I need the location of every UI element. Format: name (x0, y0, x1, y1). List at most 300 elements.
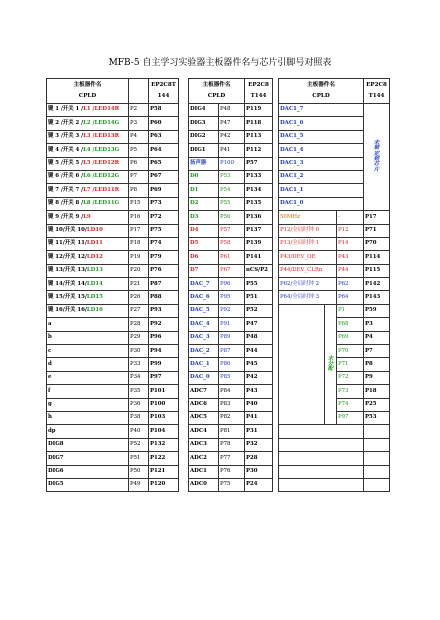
cpld-pin: P57 (219, 224, 245, 237)
table-row (47, 371, 179, 384)
table-row (189, 211, 273, 224)
cpld-pin: P89 (219, 331, 245, 344)
table-row (47, 291, 179, 304)
header-ep2c8: EP2C8T 144 (149, 79, 179, 104)
ep2c8-pin: P142 (364, 278, 390, 291)
device-name: 键 10/开关 10/LD10 (47, 224, 129, 237)
table-row (47, 318, 179, 331)
ep2c8-pin: P48 (245, 331, 273, 344)
cpld-pin: P92 (219, 304, 245, 317)
cpld-pin: P17 (129, 224, 149, 237)
table-row (189, 304, 273, 317)
device-name: ADC0 (189, 478, 219, 491)
device-name: 扬声器 (189, 157, 219, 170)
table-row (47, 251, 179, 264)
table-row (279, 264, 390, 277)
device-name: DAC_4 (189, 318, 219, 331)
table-row (189, 478, 273, 491)
cpld-pin: P81 (219, 425, 245, 438)
ep2c8-pin: P7 (364, 345, 390, 358)
device-name: DAC1_5 (279, 130, 364, 143)
cpld-pin: P51 (129, 452, 149, 465)
ep2c8-pin: P69 (149, 184, 179, 197)
table-row (189, 157, 273, 170)
table-row (189, 452, 273, 465)
led-label: L7 /LED11R (83, 186, 120, 193)
ep2c8-pin: P40 (245, 398, 273, 411)
cpld-pin: P72 (337, 371, 364, 384)
ep2c8-pin: P43 (245, 385, 273, 398)
device-name: P64/全局时钟 3 (279, 291, 337, 304)
device-name: 键 1 /开关 1 /L1 /LED14R (47, 104, 129, 117)
table-row (47, 264, 179, 277)
device-name: DAC1_2 (279, 170, 364, 183)
table-row (189, 411, 273, 424)
ep2c8-pin: P59 (364, 304, 390, 317)
table-row (47, 345, 179, 358)
device-name: f (47, 385, 129, 398)
table-row (189, 385, 273, 398)
cpld-pin: P27 (129, 304, 149, 317)
table-row (47, 130, 179, 143)
table-row (47, 478, 179, 491)
table-row (189, 224, 273, 237)
ep2c8-pin: P87 (149, 278, 179, 291)
table-row (47, 411, 179, 424)
device-name: 键 16/开关 16/LD16 (47, 304, 129, 317)
led-label: L3 /LED13R (83, 133, 120, 140)
ep2c8-pin: P41 (245, 411, 273, 424)
cpld-pin: P41 (219, 144, 245, 157)
cpld-pin: P36 (129, 398, 149, 411)
table-row (189, 358, 273, 371)
device-name: DIG4 (189, 104, 219, 117)
table-row (189, 398, 273, 411)
ep2c8-pin: P75 (149, 224, 179, 237)
cpld-pin: P96 (219, 278, 245, 291)
table-row (47, 465, 179, 478)
device-name: 键 15/开关 15/LD15 (47, 291, 129, 304)
ep2c8-pin: P122 (149, 452, 179, 465)
table-row (189, 184, 273, 197)
device-name: DAC1_0 (279, 197, 364, 210)
cpld-pin: P95 (219, 291, 245, 304)
cpld-pin: P8 (129, 184, 149, 197)
ep2c8-pin: P18 (364, 385, 390, 398)
cpld-pin: P50 (129, 465, 149, 478)
ep2c8-pin: P28 (245, 452, 273, 465)
ep2c8-pin: P99 (149, 358, 179, 371)
table-row (189, 117, 273, 130)
cpld-pin: P35 (129, 385, 149, 398)
ep2c8-pin: P42 (245, 371, 273, 384)
table-row (279, 211, 390, 224)
device-name: D1 (189, 184, 219, 197)
cpld-pin: P1 (337, 304, 364, 317)
device-name: DAC1_1 (279, 184, 364, 197)
cpld-pin: P55 (219, 197, 245, 210)
device-name: DIG6 (47, 465, 129, 478)
ep2c8-pin: P52 (245, 304, 273, 317)
cpld-pin: P85 (219, 371, 245, 384)
table-row (279, 425, 390, 438)
device-name: D0 (189, 170, 219, 183)
undefined-note: 未 锁 定 到 芯 片 (364, 104, 390, 211)
ep2c8-pin: P17 (364, 211, 390, 224)
device-name: DAC_0 (189, 371, 219, 384)
device-name: 键 14/开关 14/LD14 (47, 278, 129, 291)
ep2c8-pin: P32 (245, 438, 273, 451)
ep2c8-pin: P120 (149, 478, 179, 491)
led-label: L1 /LED14R (83, 106, 120, 113)
cpld-pin: P4 (129, 130, 149, 143)
ep2c8-pin: P115 (364, 264, 390, 277)
ep2c8-pin: P134 (245, 184, 273, 197)
cpld-pin: P12 (337, 224, 364, 237)
cpld-pin: P30 (129, 345, 149, 358)
empty-cell (279, 438, 364, 451)
table-row (47, 197, 179, 210)
led-label: LD12 (86, 253, 103, 260)
ep2c8-pin: P47 (245, 318, 273, 331)
table-row (189, 170, 273, 183)
empty-cell (279, 478, 364, 491)
ep2c8-pin: P137 (245, 224, 273, 237)
device-name: ADC5 (189, 411, 219, 424)
ep2c8-pin: P104 (149, 425, 179, 438)
cpld-pin: P33 (129, 358, 149, 371)
table-row (47, 331, 179, 344)
table-row (279, 104, 390, 117)
ep2c8-pin: P8 (364, 358, 390, 371)
ep2c8-pin: P24 (245, 478, 273, 491)
pin-table-right (278, 78, 390, 492)
header-ep2c8-2: EP2C8 T144 (245, 79, 273, 104)
device-name: g (47, 398, 129, 411)
cpld-pin: P77 (219, 452, 245, 465)
table-row (47, 170, 179, 183)
device-name: DAC_6 (189, 291, 219, 304)
device-name: DAC1_6 (279, 117, 364, 130)
ep2c8-pin: P101 (149, 385, 179, 398)
cpld-pin: P47 (219, 117, 245, 130)
table-row (279, 278, 390, 291)
cpld-pin: P20 (129, 264, 149, 277)
ep2c8-pin: P9 (364, 371, 390, 384)
cpld-pin: P61 (219, 251, 245, 264)
ep2c8-pin: P57 (245, 157, 273, 170)
device-name: DAC_2 (189, 345, 219, 358)
device-name: P13/全局时钟 1 (279, 237, 337, 250)
ep2c8-pin: P72 (149, 211, 179, 224)
ep2c8-pin: P143 (364, 291, 390, 304)
led-label: LD15 (86, 293, 103, 300)
device-name: DAC_5 (189, 304, 219, 317)
table-row (47, 157, 179, 170)
ep2c8-pin: P119 (245, 104, 273, 117)
device-name: DAC_7 (189, 278, 219, 291)
ep2c8-pin: P94 (149, 345, 179, 358)
cpld-pin: P76 (219, 465, 245, 478)
ep2c8-pin: nCS/P2 (245, 264, 273, 277)
cpld-pin: P58 (219, 237, 245, 250)
device-name: P44/DEV_CLRn (279, 264, 337, 277)
cpld-pin: P100 (219, 157, 245, 170)
device-name: DAC_3 (189, 331, 219, 344)
header-name: 主板器件名 CPLD (47, 79, 129, 104)
device-name: 键 3 /开关 3 /L3 /LED13R (47, 130, 129, 143)
ep2c8-pin: P30 (245, 465, 273, 478)
cpld-pin: P74 (337, 398, 364, 411)
device-name: 键 6 /开关 6 /L6 /LED12G (47, 170, 129, 183)
empty-cell (364, 478, 390, 491)
ep2c8-pin: P51 (245, 291, 273, 304)
table-row (47, 224, 179, 237)
ep2c8-pin: P67 (149, 170, 179, 183)
cpld-pin: P19 (129, 251, 149, 264)
device-name: 50MHz (279, 211, 337, 224)
ep2c8-pin: P70 (364, 237, 390, 250)
ep2c8-pin: P58 (149, 104, 179, 117)
cpld-pin: P62 (337, 278, 364, 291)
ep2c8-pin: P63 (149, 130, 179, 143)
device-name: P12/全局时钟 0 (279, 224, 337, 237)
cpld-pin: P56 (219, 211, 245, 224)
device-name: b (47, 331, 129, 344)
led-label: LD16 (86, 307, 103, 314)
table-row (47, 184, 179, 197)
device-name: 键 13/开关 13/LD13 (47, 264, 129, 277)
table-row (189, 237, 273, 250)
table-row (279, 438, 390, 451)
cpld-pin: P43 (337, 251, 364, 264)
ep2c8-pin: P3 (364, 318, 390, 331)
device-name: D5 (189, 237, 219, 250)
cpld-pin: P21 (129, 278, 149, 291)
cpld-pin: P3 (129, 117, 149, 130)
table-row (189, 318, 273, 331)
unassigned-note: 未 分 配 (325, 304, 337, 425)
device-name: ADC1 (189, 465, 219, 478)
table-row (47, 278, 179, 291)
ep2c8-pin: P73 (149, 197, 179, 210)
table-row (279, 237, 390, 250)
cpld-pin: P7 (129, 170, 149, 183)
device-name: DIG3 (189, 117, 219, 130)
device-name: 键 11/开关 11/LD11 (47, 237, 129, 250)
device-name: DAC1_4 (279, 144, 364, 157)
ep2c8-pin: P92 (149, 318, 179, 331)
ep2c8-pin: P31 (245, 425, 273, 438)
table-row (47, 452, 179, 465)
ep2c8-pin: P133 (245, 170, 273, 183)
ep2c8-pin: P74 (149, 237, 179, 250)
pin-table-middle (188, 78, 273, 492)
header-name-2: 主板器件名 CPLD (189, 79, 245, 104)
table-row (47, 237, 179, 250)
ep2c8-pin: P132 (149, 438, 179, 451)
cpld-pin: P14 (337, 237, 364, 250)
device-name: DAC1_3 (279, 157, 364, 170)
table-row (279, 251, 390, 264)
table-row (189, 251, 273, 264)
device-name: 键 5 /开关 5 /L5 /LED12R (47, 157, 129, 170)
cpld-pin: P16 (129, 211, 149, 224)
table-row (47, 104, 179, 117)
cpld-pin: P73 (337, 385, 364, 398)
table-row (47, 398, 179, 411)
ep2c8-pin: P103 (149, 411, 179, 424)
table-row (189, 345, 273, 358)
ep2c8-pin: P55 (245, 278, 273, 291)
table-row (189, 278, 273, 291)
ep2c8-pin: P71 (364, 224, 390, 237)
cpld-pin: P26 (129, 291, 149, 304)
table-row (189, 425, 273, 438)
table-row (47, 385, 179, 398)
cpld-pin: P44 (337, 264, 364, 277)
device-name: d (47, 358, 129, 371)
device-name: DAC_1 (189, 358, 219, 371)
table-row (189, 197, 273, 210)
empty-cell (364, 465, 390, 478)
ep2c8-pin: P93 (149, 304, 179, 317)
cpld-pin: P52 (129, 438, 149, 451)
cpld-pin: P97 (337, 411, 364, 424)
device-name: D6 (189, 251, 219, 264)
ep2c8-pin: P64 (149, 144, 179, 157)
device-name: ADC2 (189, 452, 219, 465)
cpld-pin: P70 (337, 345, 364, 358)
device-name: ADC3 (189, 438, 219, 451)
ep2c8-pin: P141 (245, 251, 273, 264)
device-name: dp (47, 425, 129, 438)
ep2c8-pin: P135 (245, 197, 273, 210)
table-row (47, 117, 179, 130)
device-name: ADC6 (189, 398, 219, 411)
led-label: LD14 (86, 280, 103, 287)
led-label: L4 /LED13G (83, 146, 120, 153)
device-name: h (47, 411, 129, 424)
empty-cell (279, 425, 364, 438)
cpld-pin: P38 (129, 411, 149, 424)
cpld-pin: P91 (219, 318, 245, 331)
device-name: 键 12/开关 12/LD12 (47, 251, 129, 264)
cpld-pin: P71 (337, 358, 364, 371)
table-row (47, 438, 179, 451)
ep2c8-pin: P100 (149, 398, 179, 411)
cpld-pin: P86 (219, 358, 245, 371)
table-row (279, 304, 390, 317)
cpld-pin: P40 (129, 425, 149, 438)
ep2c8-pin: P65 (149, 157, 179, 170)
cpld-pin: P6 (129, 157, 149, 170)
table-row (189, 465, 273, 478)
cpld-pin: P49 (129, 478, 149, 491)
cpld-pin: P87 (219, 345, 245, 358)
device-name: 键 9 /开关 9 /L9 (47, 211, 129, 224)
blank-cell (279, 304, 325, 425)
ep2c8-pin: P79 (149, 251, 179, 264)
cpld-pin: P2 (129, 104, 149, 117)
cpld-pin: P78 (219, 438, 245, 451)
empty-cell (279, 465, 364, 478)
cpld-pin: P67 (219, 264, 245, 277)
table-row (189, 331, 273, 344)
table-row (189, 371, 273, 384)
table-row (47, 304, 179, 317)
cpld-pin: P83 (219, 398, 245, 411)
table-row (47, 425, 179, 438)
cpld-pin: P84 (219, 385, 245, 398)
cpld-pin: P15 (129, 197, 149, 210)
device-name: P62/全局时钟 2 (279, 278, 337, 291)
page-title: MFB-5 自主学习实验器主板器件名与芯片引脚号对照表 (108, 58, 332, 68)
table-row (279, 452, 390, 465)
ep2c8-pin: P136 (245, 211, 273, 224)
device-name: DIG5 (47, 478, 129, 491)
ep2c8-pin: P118 (245, 117, 273, 130)
table-row (47, 211, 179, 224)
ep2c8-pin: P139 (245, 237, 273, 250)
device-name: DIG8 (47, 438, 129, 451)
pin-table-left (46, 78, 179, 492)
empty-cell (364, 452, 390, 465)
table-row (279, 465, 390, 478)
device-name: DIG1 (189, 144, 219, 157)
led-label: LD11 (86, 240, 103, 247)
ep2c8-pin: P53 (364, 411, 390, 424)
table-row (189, 104, 273, 117)
ep2c8-pin: P96 (149, 331, 179, 344)
device-name: 键 2 /开关 2 /L2 /LED14G (47, 117, 129, 130)
cpld-pin: - (337, 211, 364, 224)
table-row (189, 438, 273, 451)
cpld-pin: P29 (129, 331, 149, 344)
led-label: L2 /LED14G (83, 119, 120, 126)
device-name: D2 (189, 197, 219, 210)
header-name-3: 主板器件名 CPLD (279, 79, 364, 104)
led-label: L6 /LED12G (83, 173, 120, 180)
device-name: P43/DEV_OE (279, 251, 337, 264)
cpld-pin: P75 (219, 478, 245, 491)
cpld-pin: P28 (129, 318, 149, 331)
cpld-pin: P82 (219, 411, 245, 424)
device-name: 键 8 /开关 8 /L8 /LED11G (47, 197, 129, 210)
led-label: L8 /LED11G (83, 200, 120, 207)
cpld-pin: P48 (219, 104, 245, 117)
ep2c8-pin: P113 (245, 130, 273, 143)
table-row (189, 144, 273, 157)
empty-cell (364, 438, 390, 451)
ep2c8-pin: P114 (364, 251, 390, 264)
table-row (279, 291, 390, 304)
device-name: D4 (189, 224, 219, 237)
table-row (189, 130, 273, 143)
ep2c8-pin: P76 (149, 264, 179, 277)
table-row (189, 291, 273, 304)
device-name: e (47, 371, 129, 384)
empty-cell (279, 452, 364, 465)
cpld-pin: P53 (219, 170, 245, 183)
ep2c8-pin: P97 (149, 371, 179, 384)
header-ep2c8-3: EP2C8 T144 (364, 79, 390, 104)
ep2c8-pin: P25 (364, 398, 390, 411)
cpld-pin: P64 (337, 291, 364, 304)
led-label: LD10 (86, 227, 103, 233)
cpld-pin: P68 (337, 318, 364, 331)
ep2c8-pin: P60 (149, 117, 179, 130)
